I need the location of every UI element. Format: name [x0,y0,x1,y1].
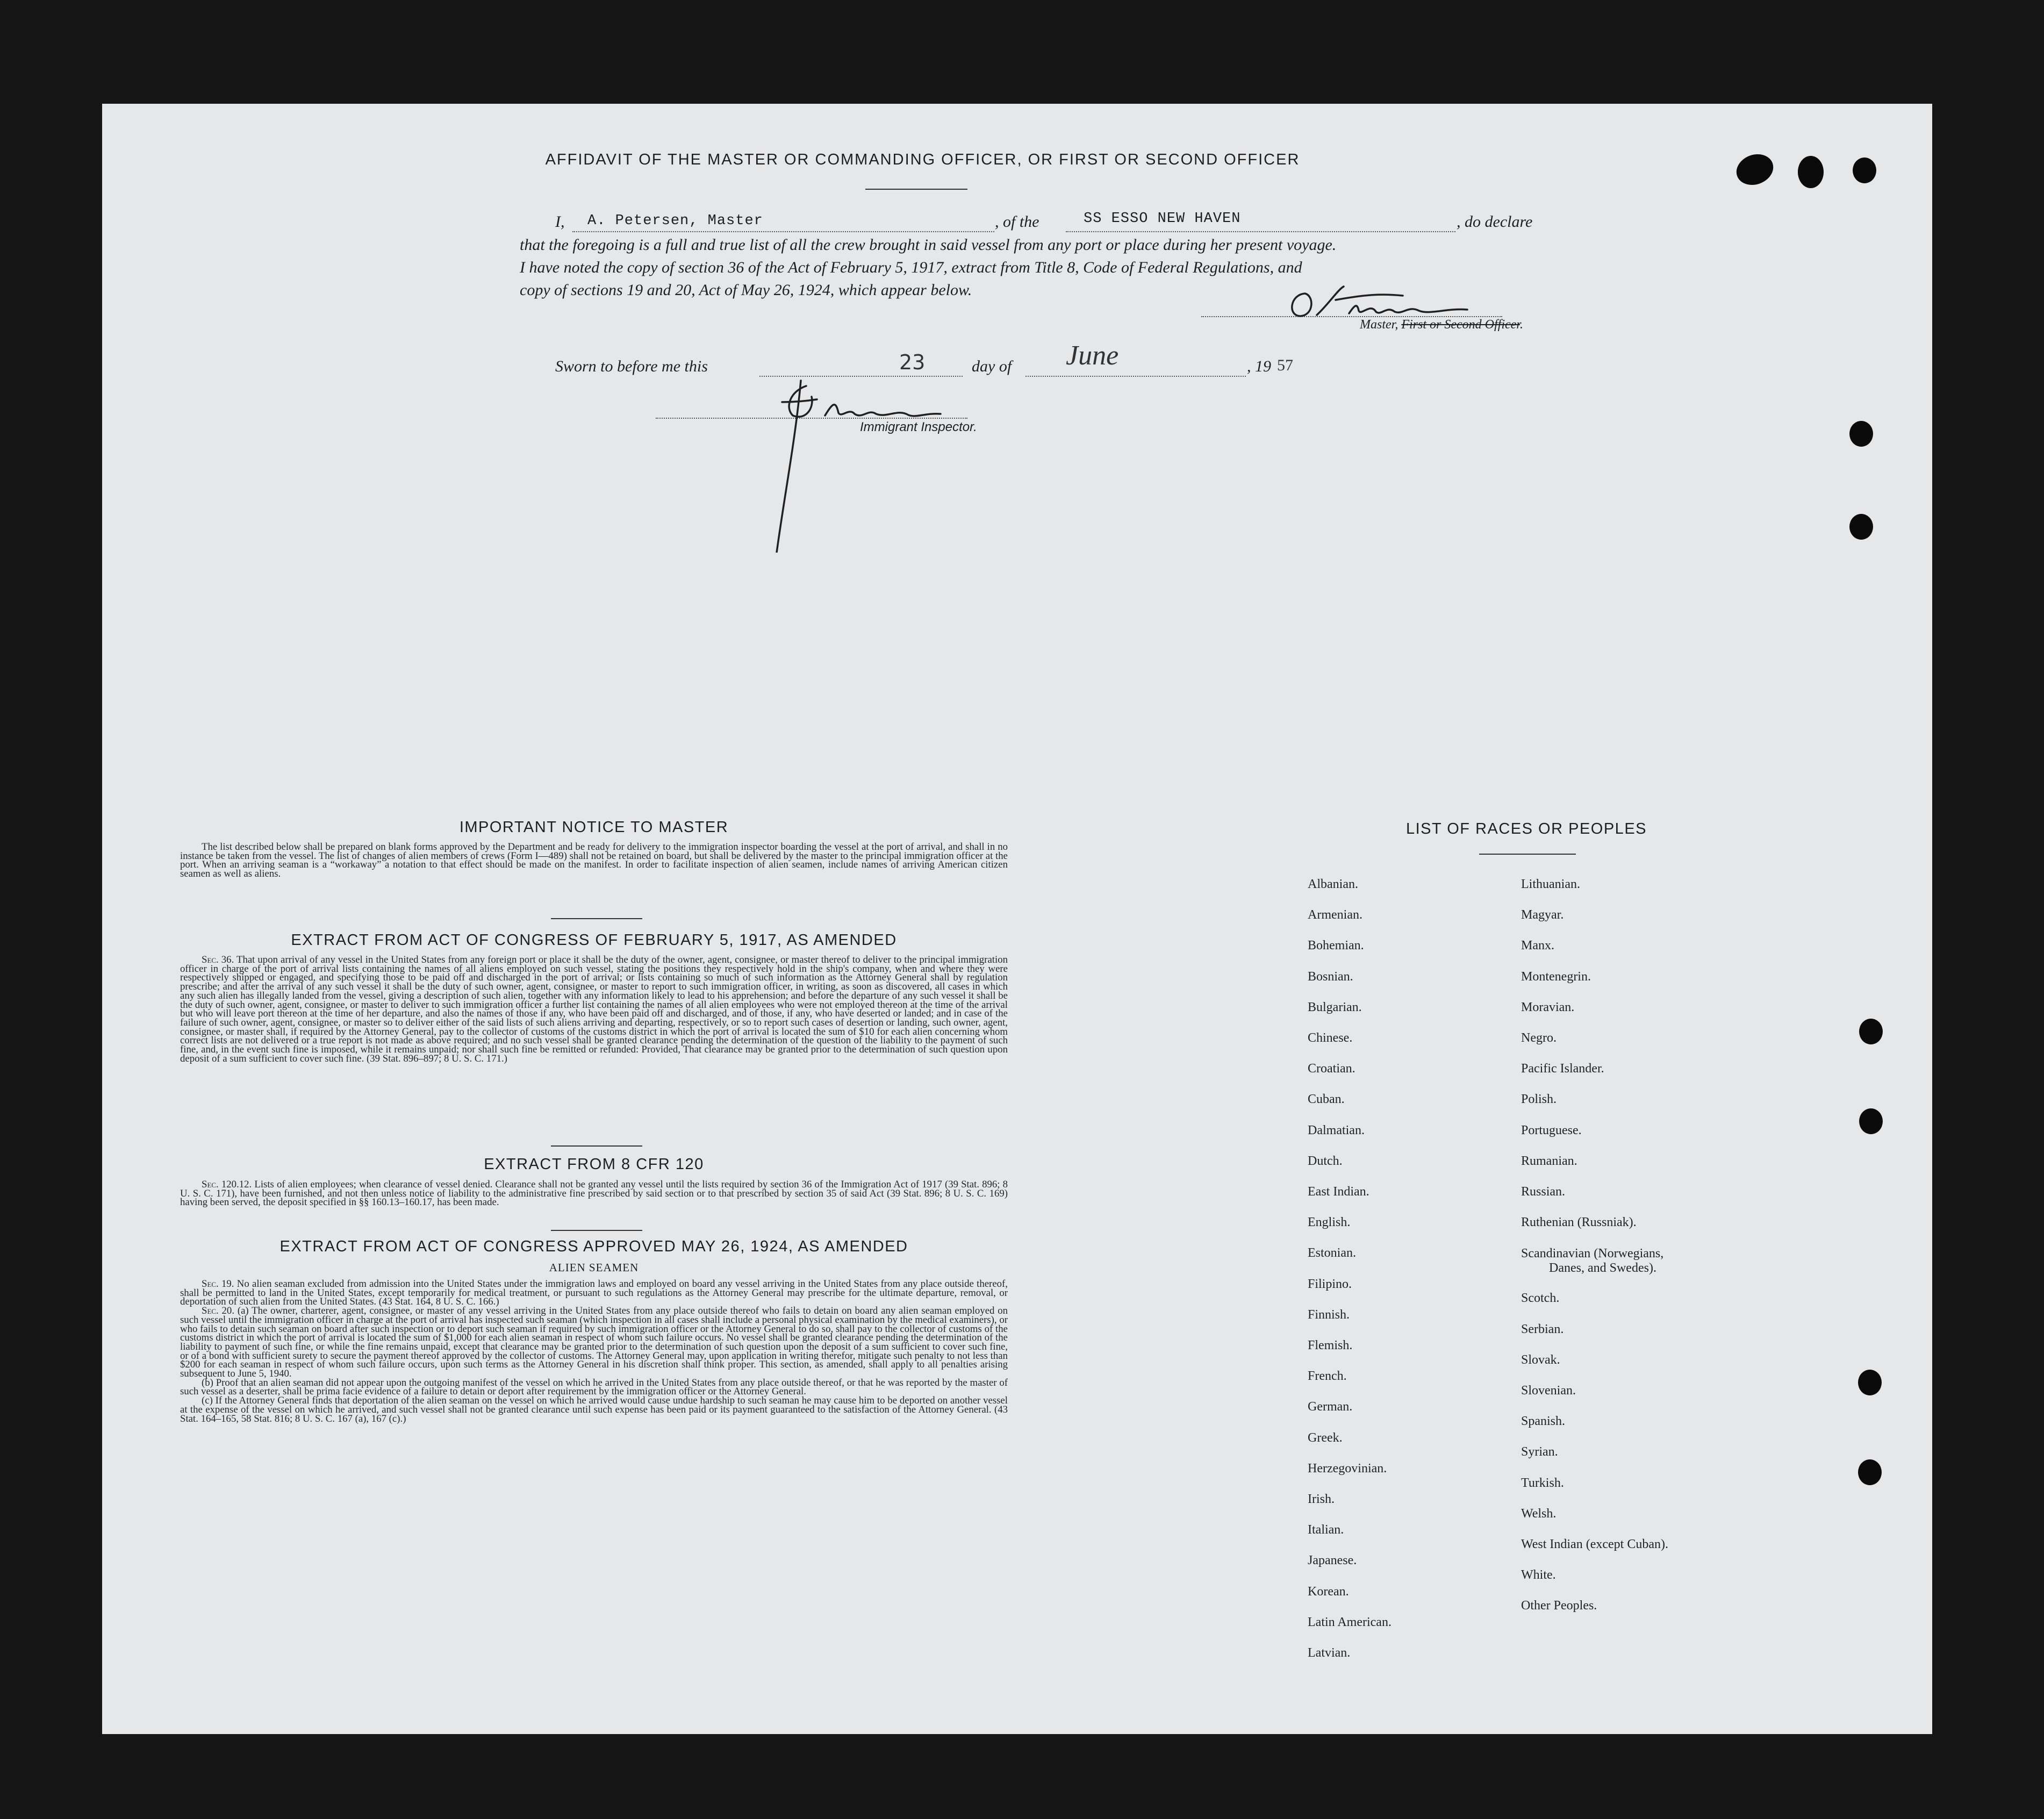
races-column-2a [1521,869,1668,1238]
race-item: Dalmatian. [1308,1123,1365,1137]
race-item: East Indian. [1308,1185,1369,1199]
punch-hole [1859,1019,1883,1044]
race-item: Herzegovinian. [1308,1461,1387,1476]
declaration-line-4: copy of sections 19 and 20, Act of May 26, 1924, which appear below. [520,281,972,299]
race-item: White. [1521,1568,1556,1582]
race-item: Portuguese. [1521,1123,1582,1137]
sworn-label: Sworn to before me this [555,357,708,375]
sec-20b-text: (b) Proof that an alien seaman did not appear upon the outgoing manifest of the vessel on which he arrived in the United States from any place outside thereof, or that he was reported by the master of such vessel as a deserter, shall be prima facie evidence of a failure to detain or deport after requirement by the immigration officer or the Attorney General. [180,1377,1008,1398]
document-page [102,104,1932,1734]
race-item: Russian. [1521,1185,1566,1199]
race-item: German. [1308,1400,1353,1414]
race-item: Flemish. [1308,1338,1353,1353]
race-item: Spanish. [1521,1414,1566,1429]
race-item: Greek. [1308,1430,1343,1445]
sec-120-text: Lists of alien employees; when clearance of vessel denied. Clearance shall not be granted any vessel until the lists required by section 36 of the Immigration Act of 1917 (39 Stat. 896; 8 U. S. C. 171), have been furnished, and not then unless notice of liability to the administrative fine prescribed by said section or to that prescribed by section 35 of said Act (39 Stat. 896; 8 U. S. C. 169) having been served, the deposit specified in §§ 160.13–160.17, has been made. [180,1179,1008,1208]
punch-hole [1849,421,1873,447]
race-scandinavian-line2: Danes, and Swedes). [1549,1261,1656,1276]
title-rule [865,189,967,190]
races-column-2b [1521,1283,1668,1621]
punch-hole [1858,1370,1882,1395]
inspector-label: Immigrant Inspector. [860,420,977,434]
race-item: Croatian. [1308,1062,1356,1076]
declaration-line-1 [555,211,1657,233]
race-item: Turkish. [1521,1476,1564,1490]
notice-body [180,843,1008,879]
race-item: Slovenian. [1521,1384,1576,1398]
race-scandinavian [1521,1238,1668,1283]
race-item: Slovak. [1521,1352,1560,1367]
race-item: Finnish. [1308,1307,1350,1322]
race-item: West Indian (except Cuban). [1521,1537,1668,1552]
sec-20c-text: (c) If the Attorney General finds that deportation of the alien seaman on the vessel on which he arrived would cause undue hardship to such seaman he may cause him to be deported on another vessel at the expense of the vessel on which he arrived, and such vessel shall not be granted clearance until such expense has been paid or its payment guaranteed to the satisfaction of the Attorney General. (43 Stat. 164–165, 58 Stat. 816; 8 U. S. C. 167 (a), 167 (c).) [180,1395,1008,1424]
race-item: Lithuanian. [1521,877,1580,891]
race-item: Welsh. [1521,1506,1557,1521]
race-item: Irish. [1308,1492,1335,1507]
race-item: Polish. [1521,1092,1557,1107]
races-column-2 [1521,869,1668,1622]
race-item: Moravian. [1521,1000,1575,1014]
races-heading: LIST OF RACES OR PEOPLES [1405,820,1647,837]
sworn-month: June [1066,340,1119,371]
declaration-line-3: I have noted the copy of section 36 of the Act of February 5, 1917, extract from Title 8, Code of Federal Regulations, and [520,259,1302,276]
sec-20a-text: (a) The owner, charterer, agent, consignee, or master of any vessel arriving in the United States from any place outside thereof who fails to detain on board any alien seaman employed on such vessel until the immigration officer in charge at the port of arrival has inspected such seaman (which inspection in all cases shall include a personal physical examination by the medical examiners), or who fails to detain such seaman on board after such inspection or to deport such seaman if required by such immigration officer or the Attorney General to do so, shall pay to the collector of customs of the customs district in which the port of arrival is located the sum of $1,000 for each alien seaman in respect of whom such failure occurs. No vessel shall be granted clearance pending the determination of the liability to payment of such fine, or while the fine remains unpaid, except that clearance may be granted prior to the determination of such question upon the deposit of a sum sufficient to cover such fine, or of a bond with sufficient surety to secure the payment thereof approved by the collector of customs. The Attorney General may, upon application in writing therefor, mitigate such penalty to not less than $200 for each seaman in respect of whom such failure occurs, upon such terms as the Attorney General in his discretion shall think proper. This section, as amended, shall apply to all penalties arising subsequent to June 5, 1940. [180,1305,1008,1380]
race-item: Latvian. [1308,1646,1351,1660]
divider-3 [551,1230,642,1231]
race-item: Italian. [1308,1523,1344,1537]
master-name-typed: A. Petersen, Master [587,213,763,229]
punch-hole [1858,1459,1882,1485]
sec-19-paragraph [180,1280,1008,1307]
extract-1924-heading: EXTRACT FROM ACT OF CONGRESS APPROVED MAY 26, 1924, AS AMENDED [279,1238,908,1255]
race-item: Ruthenian (Russniak). [1521,1215,1637,1230]
struck-officer-label: First or Second Officer [1401,318,1520,332]
race-item: Bohemian. [1308,939,1364,953]
master-label: Master, [1360,318,1398,332]
extract-1924-body [180,1280,1008,1423]
race-item: Serbian. [1521,1322,1564,1336]
race-item: Japanese. [1308,1553,1357,1568]
race-item: Negro. [1521,1031,1557,1045]
race-item: English. [1308,1215,1351,1230]
alien-seamen-subheading: ALIEN SEAMEN [549,1261,639,1274]
sworn-line [555,340,1442,378]
divider-1 [551,918,642,919]
race-item: Manx. [1521,939,1554,953]
day-of-label: day of [972,357,1012,375]
affidavit-title: AFFIDAVIT OF THE MASTER OR COMMANDING OFFICER, OR FIRST OR SECOND OFFICER [545,151,1300,168]
race-item: Rumanian. [1521,1154,1577,1168]
race-item: Scotch. [1521,1291,1560,1306]
sec-20b-paragraph [180,1379,1008,1397]
race-item: Pacific Islander. [1521,1062,1604,1076]
race-item: Magyar. [1521,908,1564,922]
of-the-label: , of the [995,213,1039,231]
punch-hole [1849,514,1873,540]
punch-hole [1853,157,1876,183]
sworn-month-field [1025,355,1246,377]
sec-120-label: Sec. 120.12. [202,1179,252,1190]
sworn-day: 23 [899,350,926,374]
race-item: Dutch. [1308,1154,1343,1168]
master-end: . [1519,318,1523,332]
race-item: Bulgarian. [1308,1000,1362,1014]
race-item: Albanian. [1308,877,1358,891]
year-prefix: , 19 [1247,357,1271,375]
punch-hole [1859,1108,1883,1134]
sec-20a-paragraph [180,1307,1008,1379]
race-item: Bosnian. [1308,969,1353,984]
notice-heading: IMPORTANT NOTICE TO MASTER [459,819,729,836]
year-suffix: 57 [1277,356,1293,374]
i-label: I, [555,213,565,231]
race-item: French. [1308,1369,1347,1384]
extract-1917-heading: EXTRACT FROM ACT OF CONGRESS OF FEBRUARY 5, 1917, AS AMENDED [291,932,897,949]
extract-1917-body [180,956,1008,1063]
race-item: Chinese. [1308,1031,1353,1045]
races-rule [1479,854,1576,855]
race-item: Cuban. [1308,1092,1345,1107]
sworn-day-field [759,355,963,377]
notice-text: The list described below shall be prepared on blank forms approved by the Department and be ready for delivery to the immigration inspector boarding the vessel at the port of arrival, and shall in no instance be taken from the vessel. The list of changes of alien members of crews (Form I—489) shall not be retained on board, but shall be delivered by the master to the principal immigration officer at the port. When an arriving seaman is a “workaway” a notation to that effect should be made on the manifest. In order to facilitate inspection of alien seamen, include names of arriving American citizen seamen as well as aliens. [180,841,1008,880]
sec-20c-paragraph [180,1397,1008,1423]
sec-36-text: That upon arrival of any vessel in the United States from any foreign port or place it shall be the duty of the owner, agent, consignee, or master thereof to deliver to the principal immigration officer in charge of the port of arrival lists containing the names of all aliens employed on such vessel, stating the positions they respectively hold in the ship's company, when and where they were respectively shipped or engaged, and specifying those to be paid off and discharged in the port of arrival; or lists containing so much of such information as the Attorney General shall by regulation prescribe; and after the arrival of any such vessel it shall be the duty of such owner, agent, consignee, or master to report to such immigration officer, in writing, as soon as discovered, all cases in which any such alien has illegally landed from the vessel, giving a description of such alien, together with any information likely to lead to his apprehension; and before the departure of any such vessel it shall be the duty of such owner, agent, consignee, or master to deliver to such immigration officer a further list containing the names of all alien employees who were not employed thereon at the time of the arrival but who will leave port thereon at the time of her departure, and also the names of those if any, who have been paid off and discharged, and of those, if any, who have deserted or landed; and in case of the failure of such owner, agent, consignee, or master so to deliver either of the said lists of such aliens arriving and departing, respectively, or so to report such cases of desertion or landing, such owner, agent, consignee, or master shall, if required by the Attorney General, pay to the collector of customs of the customs district in which the port of arrival is located the sum of $10 for each alien concerning whom correct lists are not delivered or a true report is not made as above required; and no such vessel shall be granted clearance pending the determination of the question of the liability to the payment of such fine, and, in the event such fine is imposed, while it remains unpaid; nor shall such fine be remitted or refunded: Provided, That clearance may be granted prior to the determination of such question upon deposit of a sum sufficient to cover such fine. (39 Stat. 896–897; 8 U. S. C. 171.) [180,954,1008,1064]
race-item: Estonian. [1308,1246,1356,1261]
sec-19-label: Sec. 19. [202,1278,234,1290]
declaration-line-2: that the foregoing is a full and true list of all the crew brought in said vessel from any port or place during her present voyage. [520,236,1337,254]
sec-19-text: No alien seaman excluded from admission into the United States under the immigration laws and employed on board any vessel arriving in the United States from any place outside thereof, shall be permitted to land in the United States, except temporarily for medical treatment, or pursuant to such regulations as the Attorney General may prescribe for the ultimate departure, removal, or deportation of such alien from the United States. (43 Stat. 164, 8 U. S. C. 166.) [180,1278,1008,1308]
race-item: Armenian. [1308,908,1362,922]
races-column-1 [1308,869,1392,1668]
vessel-name-typed: SS ESSO NEW HAVEN [1084,211,1241,227]
race-item: Other Peoples. [1521,1599,1597,1613]
race-item: Korean. [1308,1584,1349,1599]
do-declare-label: , do declare [1457,213,1533,231]
punch-hole [1798,156,1824,188]
sec-36-label: Sec. 36. [202,954,234,965]
race-item: Latin American. [1308,1615,1392,1629]
divider-2 [551,1145,642,1147]
master-title-label [1360,318,1523,332]
extract-cfr-heading: EXTRACT FROM 8 CFR 120 [484,1156,704,1173]
race-item: Syrian. [1521,1445,1558,1459]
race-item: Filipino. [1308,1277,1352,1291]
race-scandinavian-line1: Scandinavian (Norwegians, [1521,1247,1664,1261]
sec-20-label: Sec. 20. [202,1305,235,1317]
extract-cfr-body [180,1180,1008,1207]
inspector-signature [774,375,946,553]
race-item: Montenegrin. [1521,969,1591,984]
